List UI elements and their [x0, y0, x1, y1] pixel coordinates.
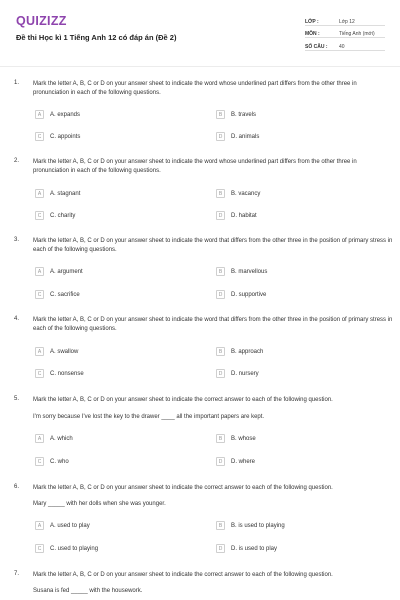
option-a[interactable]: [35, 189, 80, 198]
option-text: A. which: [50, 435, 73, 442]
question-instruction: Mark the letter A, B, C or D on your answer sheet to indicate the correct answer to each of the following question.: [33, 485, 333, 491]
option-c[interactable]: [35, 369, 84, 378]
option-text: B. travels: [231, 111, 257, 118]
option-letter-box: A: [35, 347, 44, 356]
question-instruction: Mark the letter A, B, C or D on your answer sheet to indicate the word whose underlined part differs from the other three in pronunciation in each of the following questions.: [33, 159, 357, 174]
option-letter-box: B: [216, 267, 225, 276]
worksheet-title: Đề thi Học kì 1 Tiếng Anh 12 có đáp án (Đề 2): [16, 33, 177, 42]
option-letter-box: A: [35, 434, 44, 443]
meta-row-question-count: [305, 39, 385, 51]
option-d[interactable]: [216, 457, 255, 466]
option-text: D. nursery: [231, 370, 259, 377]
option-d[interactable]: [216, 369, 259, 378]
option-letter-box: C: [35, 132, 44, 141]
option-c[interactable]: [35, 132, 80, 141]
option-text: C. appoints: [50, 133, 81, 140]
option-letter-box: B: [216, 110, 225, 119]
option-letter-box: A: [35, 110, 44, 119]
option-text: B. approach: [231, 348, 264, 355]
option-text: B. vacancy: [231, 190, 261, 197]
option-c[interactable]: [35, 544, 98, 553]
option-letter-box: C: [35, 369, 44, 378]
option-letter-box: D: [216, 369, 225, 378]
question-number: 5.: [14, 396, 20, 402]
option-text: A. argument: [50, 268, 83, 275]
option-letter-box: B: [216, 521, 225, 530]
option-text: B. marvellous: [231, 268, 268, 275]
option-text: A. stagnant: [50, 190, 81, 197]
question-number: 1.: [14, 80, 20, 86]
question-number: 2.: [14, 158, 20, 164]
question-number: 7.: [14, 571, 20, 577]
meta-row-class: [305, 14, 385, 26]
question-number: 3.: [14, 237, 20, 243]
option-d[interactable]: [216, 132, 259, 141]
option-text: C. sacrifice: [50, 291, 80, 298]
meta-row-subject: [305, 27, 385, 39]
meta-value: Lớp 12: [339, 18, 355, 25]
question-instruction: Mark the letter A, B, C or D on your answer sheet to indicate the word whose underlined part differs from the other three in pronunciation in each of the following questions.: [33, 81, 357, 96]
option-text: A. swallow: [50, 348, 79, 355]
option-b[interactable]: [216, 521, 285, 530]
header-divider: [0, 66, 400, 67]
question-number: 4.: [14, 316, 20, 322]
question-stem: Susana is fed _____ with the housework.: [33, 588, 143, 594]
option-letter-box: A: [35, 189, 44, 198]
question-instruction: Mark the letter A, B, C or D on your answer sheet to indicate the word that differs from the other three in the position of primary stress in each of the following questions.: [33, 238, 393, 253]
question-number: 6.: [14, 484, 20, 490]
option-text: C. used to playing: [50, 545, 99, 552]
option-letter-box: D: [216, 457, 225, 466]
meta-key: SỐ CÂU :: [305, 43, 328, 50]
option-letter-box: C: [35, 211, 44, 220]
option-text: D. habitat: [231, 212, 257, 219]
meta-key: LỚP :: [305, 18, 319, 25]
option-text: D. is used to play: [231, 545, 278, 552]
option-c[interactable]: [35, 290, 80, 299]
option-text: D. supportive: [231, 291, 267, 298]
question-instruction: Mark the letter A, B, C or D on your answer sheet to indicate the word that differs from the other three in the position of primary stress in each of the following questions.: [33, 317, 393, 332]
option-letter-box: B: [216, 189, 225, 198]
option-text: C. charity: [50, 212, 76, 219]
option-b[interactable]: [216, 267, 267, 276]
question-instruction: Mark the letter A, B, C or D on your answer sheet to indicate the correct answer to each of the following question.: [33, 397, 333, 403]
worksheet-meta: [305, 14, 385, 52]
option-text: A. used to play: [50, 522, 90, 529]
option-letter-box: D: [216, 290, 225, 299]
option-d[interactable]: [216, 211, 257, 220]
meta-value: 40: [339, 43, 345, 50]
option-b[interactable]: [216, 189, 260, 198]
option-b[interactable]: [216, 110, 256, 119]
option-a[interactable]: [35, 521, 90, 530]
option-letter-box: C: [35, 457, 44, 466]
option-d[interactable]: [216, 290, 266, 299]
option-c[interactable]: [35, 457, 69, 466]
option-letter-box: D: [216, 211, 225, 220]
option-letter-box: D: [216, 132, 225, 141]
option-a[interactable]: [35, 347, 78, 356]
option-letter-box: C: [35, 544, 44, 553]
option-d[interactable]: [216, 544, 277, 553]
option-letter-box: A: [35, 267, 44, 276]
option-letter-box: B: [216, 347, 225, 356]
option-text: B. whose: [231, 435, 256, 442]
option-b[interactable]: [216, 347, 263, 356]
question-stem: I'm sorry because I've lost the key to the drawer ____ all the important papers are kept.: [33, 414, 265, 420]
option-text: C. nonsense: [50, 370, 84, 377]
option-letter-box: B: [216, 434, 225, 443]
option-text: B. is used to playing: [231, 522, 285, 529]
option-a[interactable]: [35, 110, 80, 119]
option-text: D. where: [231, 458, 256, 465]
question-instruction: Mark the letter A, B, C or D on your answer sheet to indicate the correct answer to each of the following question.: [33, 572, 333, 578]
option-a[interactable]: [35, 434, 73, 443]
option-a[interactable]: [35, 267, 83, 276]
option-b[interactable]: [216, 434, 256, 443]
option-c[interactable]: [35, 211, 75, 220]
worksheet-header: [0, 0, 400, 64]
option-text: D. animals: [231, 133, 260, 140]
option-letter-box: D: [216, 544, 225, 553]
question-stem: Mary _____ with her dolls when she was younger.: [33, 501, 166, 507]
option-letter-box: A: [35, 521, 44, 530]
option-text: C. who: [50, 458, 69, 465]
option-text: A. expands: [50, 111, 81, 118]
brand-logo: QUIZIZZ: [16, 14, 67, 28]
meta-key: MÔN :: [305, 31, 320, 37]
meta-value: Tiếng Anh (mới): [339, 31, 375, 37]
option-letter-box: C: [35, 290, 44, 299]
